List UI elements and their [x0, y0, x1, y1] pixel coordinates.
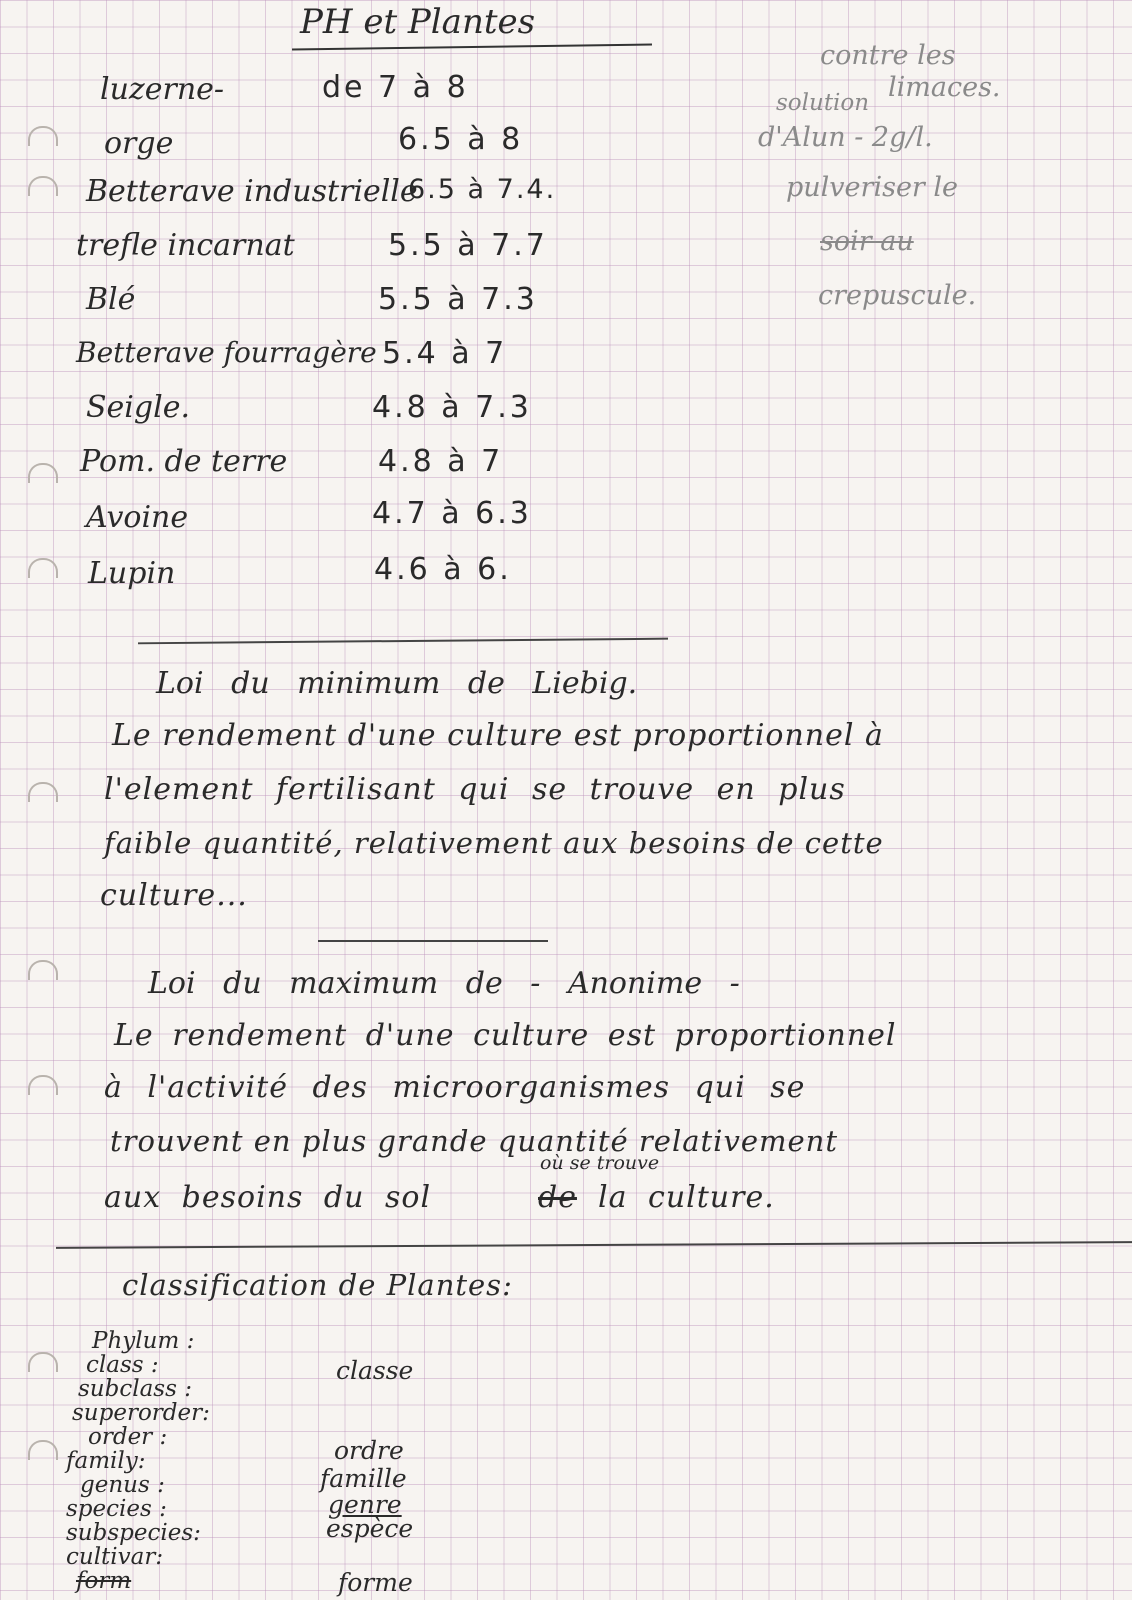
law-text-line: trouvent en plus grande quantité relativement	[110, 1124, 838, 1158]
law-text-line: l'element fertilisant qui se trouve en plus	[104, 772, 846, 807]
plant-name: luzerne-	[100, 72, 225, 107]
plant-name: Betterave industrielle	[86, 174, 418, 209]
law-text-line: Le rendement d'une culture est proportionnel à	[112, 718, 884, 753]
note-line: solution	[776, 90, 870, 116]
taxon-term: cultivar:	[66, 1544, 164, 1570]
taxon-term: form	[76, 1568, 132, 1594]
binder-hole	[28, 126, 58, 146]
ph-range: 5.5 à 7.7	[388, 228, 548, 263]
taxon-term: subclass :	[78, 1376, 192, 1402]
plant-name: Seigle.	[86, 390, 190, 425]
binder-hole	[28, 782, 58, 802]
plant-name: Pom. de terre	[80, 444, 288, 479]
taxon-term: species :	[66, 1496, 167, 1522]
taxon-term: genus :	[80, 1472, 165, 1498]
ph-range: de 7 à 8	[322, 70, 469, 105]
taxon-term: subspecies:	[66, 1520, 201, 1546]
plant-name: Avoine	[86, 500, 189, 535]
insertion-note: où se trouve	[540, 1152, 660, 1174]
binder-hole	[28, 558, 58, 578]
ph-range: 6.5 à 7.4.	[408, 174, 557, 205]
ph-range: 5.5 à 7.3	[378, 282, 538, 317]
law-text-line: à l'activité des microorganismes qui se	[104, 1070, 806, 1105]
plant-name: Betterave fourragère	[76, 336, 377, 369]
taxon-french: classe	[336, 1356, 414, 1385]
taxon-term: Phylum :	[92, 1328, 195, 1354]
taxon-french: espèce	[326, 1514, 414, 1543]
law-text-line: culture...	[100, 878, 248, 913]
taxon-french: famille	[320, 1464, 407, 1493]
binder-hole	[28, 176, 58, 196]
page-title: PH et Plantes	[300, 2, 536, 42]
note-line: crepuscule.	[818, 280, 977, 311]
note-line: limaces.	[888, 72, 1001, 103]
note-line: d'Alun - 2g/l.	[758, 122, 933, 153]
law-heading: Loi du maximum de - Anonime -	[148, 966, 740, 1001]
ph-range: 4.7 à 6.3	[372, 496, 532, 531]
binder-hole	[28, 1440, 58, 1460]
binder-hole	[28, 960, 58, 980]
taxon-term: family:	[66, 1448, 146, 1474]
law-text-line: faible quantité, relativement aux besoins de cette	[104, 826, 884, 860]
note-line: pulveriser le	[786, 172, 959, 203]
divider	[318, 940, 548, 942]
taxon-french: forme	[338, 1568, 413, 1597]
plant-name: trefle incarnat	[76, 228, 295, 263]
ph-range: 4.8 à 7.3	[372, 390, 532, 425]
struck-word: de	[538, 1180, 577, 1215]
plant-name: Lupin	[88, 556, 176, 591]
law-text-line: Le rendement d'une culture est proportionnel	[114, 1018, 897, 1053]
binder-hole	[28, 1352, 58, 1372]
taxon-french: ordre	[334, 1436, 404, 1465]
taxon-term: class :	[86, 1352, 159, 1378]
divider	[138, 638, 668, 645]
classification-heading: classification de Plantes:	[122, 1268, 513, 1302]
taxon-french: genre	[328, 1490, 402, 1519]
title-underline	[292, 43, 652, 50]
note-line: contre les	[820, 40, 956, 71]
law-heading: Loi du minimum de Liebig.	[156, 666, 638, 701]
binder-hole	[28, 463, 58, 483]
ph-range: 5.4 à 7	[382, 336, 508, 371]
taxon-term: order :	[88, 1424, 168, 1450]
plant-name: orge	[104, 126, 174, 161]
binder-hole	[28, 1075, 58, 1095]
ph-range: 4.8 à 7	[378, 444, 504, 479]
law-text-line: aux besoins du sol	[104, 1180, 432, 1215]
ph-range: 6.5 à 8	[398, 122, 524, 157]
taxon-term: superorder:	[72, 1400, 210, 1426]
divider	[56, 1241, 1132, 1249]
plant-name: Blé	[86, 282, 136, 317]
law-text-line: la culture.	[598, 1180, 775, 1215]
ph-range: 4.6 à 6.	[374, 552, 512, 587]
note-line: soir au	[820, 226, 914, 257]
